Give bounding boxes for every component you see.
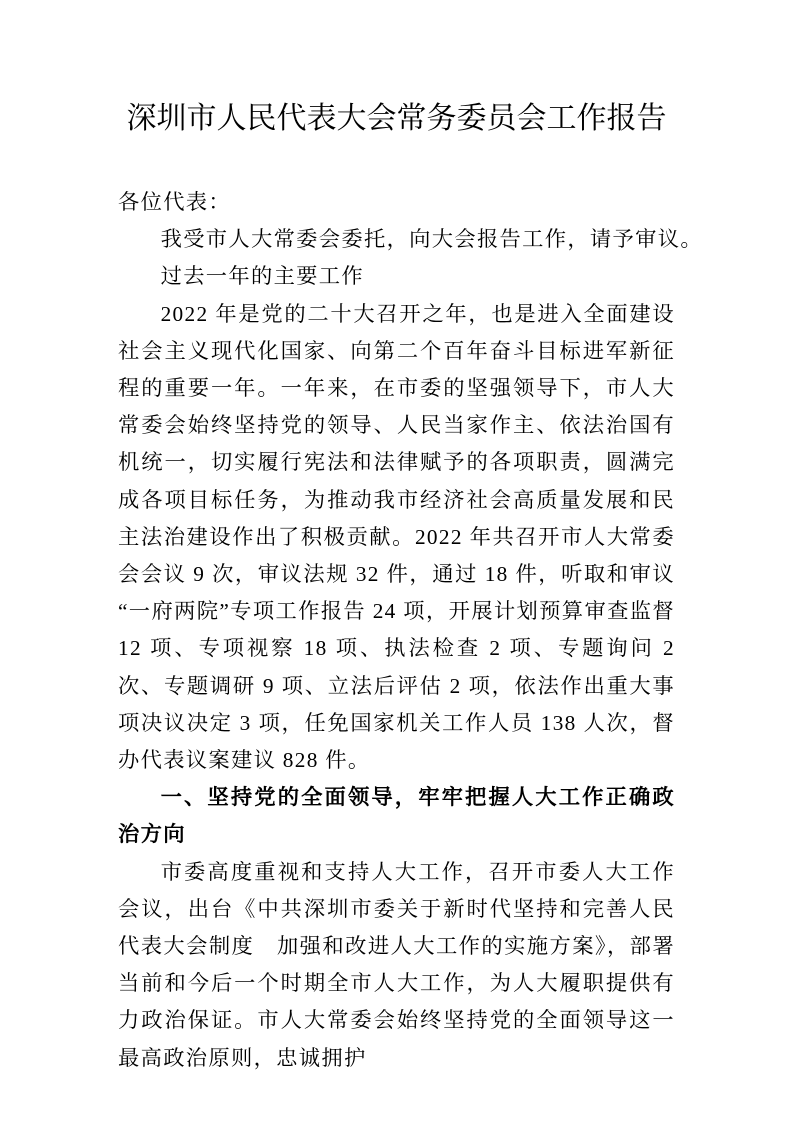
- paragraph-annual-overview: 2022 年是党的二十大召开之年，也是进入全面建设社会主义现代化国家、向第二个百年奋斗目标进军新征程的重要一年。一年来，在市委的坚强领导下，市人大常委会始终坚持党的领导、人民当家作主、依法治国有机统一，切实履行宪法和法律赋予的各项职责，圆满完成各项目标任务，为推动我市经济社会高质量发展和民主法治建设作出了积极贡献。2022 年共召开市人大常委会会议 9 次，审议法规 32 件，通过 18 件，听取和审议“一府两院”专项工作报告 24 项，开展计划预算审查监督 12 项、专项视察 18 项、执法检查 2 项、专题询问 2 次、专题调研 9 项、立法后评估 2 项，依法作出重大事项决议决定 3 项，任免国家机关工作人员 138 人次，督办代表议案建议 828 件。: [118, 301, 675, 773]
- section-heading-one: 一、坚持党的全面领导，牢牢把握人大工作正确政治方向: [118, 785, 675, 847]
- paragraph-intro: 我受市人大常委会委托，向大会报告工作，请予审议。: [160, 227, 703, 252]
- salutation: 各位代表：: [118, 190, 231, 214]
- paragraph-party-leadership: 市委高度重视和支持人大工作，召开市委人大工作会议，出台《中共深圳市委关于新时代坚持和完善人民代表大会制度 加强和改进人大工作的实施方案》，部署当前和今后一个时期全市人大工作，为人大履职提供有力政治保证。市人大常委会始终坚持党的全面领导这一最高政治原则，忠诚拥护: [118, 859, 675, 1070]
- paragraph-section-lead: 过去一年的主要工作: [160, 264, 364, 289]
- document-title: 深圳市人民代表大会常务委员会工作报告: [126, 102, 667, 135]
- document-body: [118, 184, 703, 1077]
